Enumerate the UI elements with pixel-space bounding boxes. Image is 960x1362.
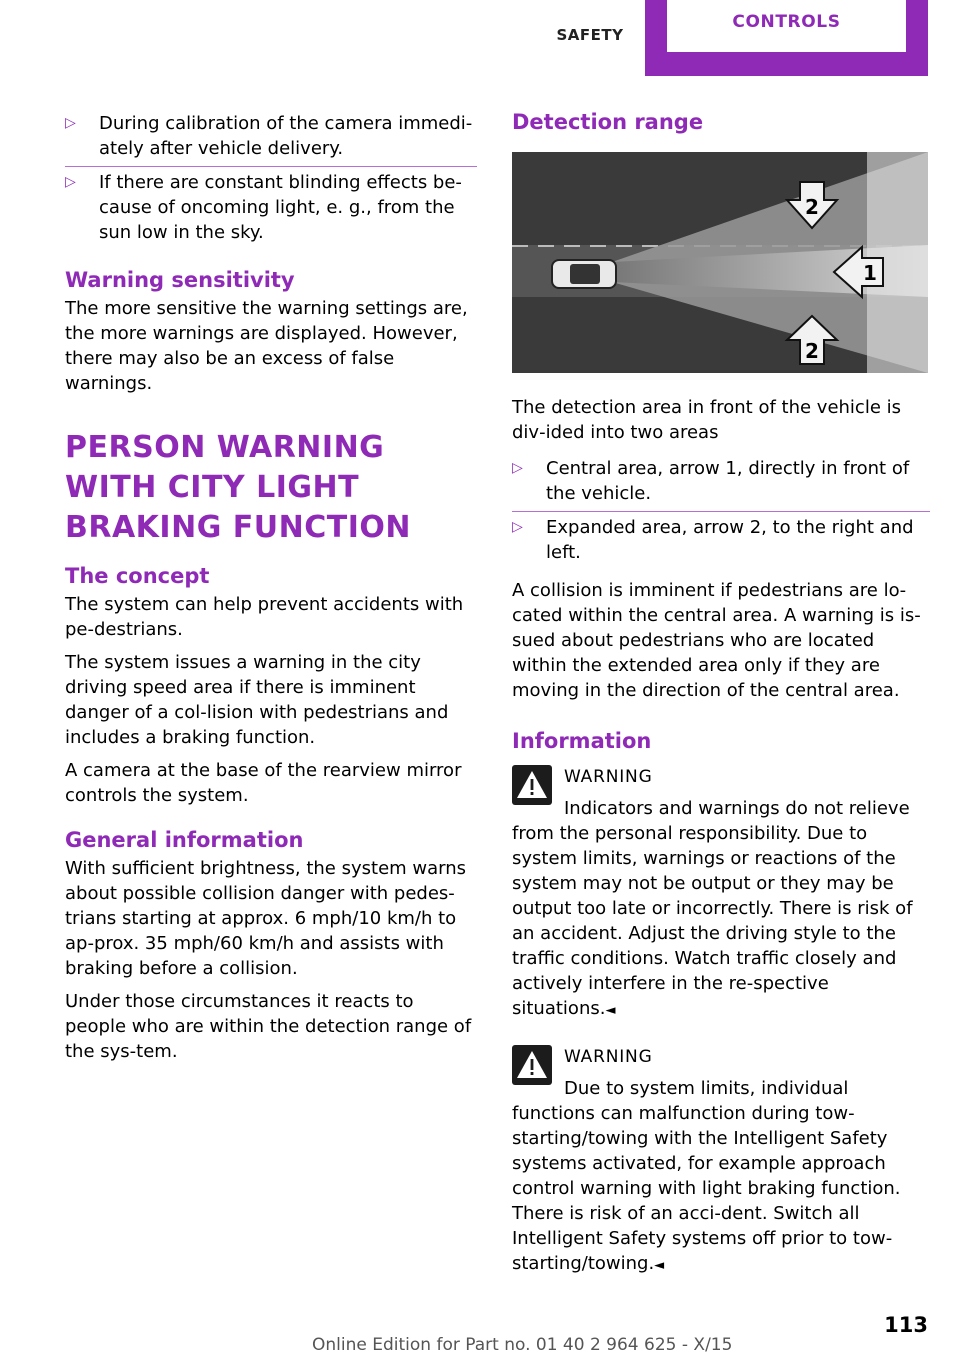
edition-footer: Online Edition for Part no. 01 40 2 964 625 - X/15 [312,1335,733,1355]
svg-text:2: 2 [805,195,819,219]
svg-text:1: 1 [863,261,877,285]
warning-sensitivity-text: The more sensitive the warning settings are, the more warnings are displayed. However, there may also be an excess of false warnings. [65,298,468,394]
triangle-bullet-icon: ▷ [65,174,76,190]
list-item-text: During calibration of the camera immedi‐ately after vehicle delivery. [99,113,473,159]
general-paragraph: With sufficient brightness, the system warns about possible collision danger with pedes‐trians starting at approx. 6 mph/10 km/h to ap‐prox. 35 mph/60 km/h and assists with braking before a collision. [65,858,467,979]
warning-block [512,765,930,1023]
section-title: PERSON WARNING WITH CITY LIGHT BRAKING FUNCTION [65,430,411,545]
car-icon [552,260,616,288]
right-column [512,108,930,1286]
left-column [65,108,477,1072]
concept-heading: The concept [65,564,210,588]
information-heading: Information [512,729,652,753]
concept-paragraph: The system issues a warning in the city driving speed area if there is imminent danger of a col‐lision with pedestrians and includes a braking function. [65,652,449,748]
detection-list [512,453,930,570]
list-item [65,108,477,167]
warning-block [512,1045,930,1278]
triangle-bullet-icon: ▷ [512,519,523,535]
list-item [512,453,930,512]
concept-paragraph: A camera at the base of the rearview mirror controls the system. [65,760,462,806]
triangle-bullet-icon: ▷ [65,115,76,131]
detection-intro: The detection area in front of the vehicle is div‐ided into two areas [512,397,902,443]
warning-sensitivity-heading: Warning sensitivity [65,268,295,292]
tab-controls[interactable] [645,0,928,76]
end-mark: ◄ [605,1003,616,1018]
tab-controls-label: CONTROLS [667,0,906,52]
warning-heading: WARNING [564,1047,653,1067]
detection-range-heading: Detection range [512,110,704,134]
list-item-text: If there are constant blinding effects be‐cause of oncoming light, e. g., from the sun low in the sky. [99,172,462,243]
svg-text:2: 2 [805,339,819,363]
warning-text: Indicators and warnings do not relieve from the personal responsibility. Due to system limits, warnings or reactions of the system may not be output or they may be output too late or incorrectly. There is risk of an accident. Adjust the driving style to the traffic conditions. Watch traffic closely and actively interfere in the re‐spective situations.◄ [512,798,913,1019]
general-information-heading: General information [65,828,304,852]
warning-icon [512,1045,552,1085]
list-item-text: Central area, arrow 1, directly in front of the vehicle. [546,458,910,504]
detection-range-illustration [512,152,928,373]
list-item [512,512,930,570]
end-mark: ◄ [654,1258,665,1273]
warning-text: Due to system limits, individual functions can malfunction during tow-starting/towing with the Intelligent Safety systems activated, for example approach control warning with light braking function. There is risk of an acci‐dent. Switch all Intelligent Safety systems off prior to tow-starting/towing.◄ [512,1078,901,1274]
warning-icon [512,765,552,805]
chapter-tabs [535,0,928,76]
triangle-bullet-icon: ▷ [512,460,523,476]
list-item [65,167,477,250]
concept-paragraph: The system can help prevent accidents with pe‐destrians. [65,594,464,640]
general-paragraph: Under those circumstances it reacts to people who are within the detection range of the sys‐tem. [65,991,472,1062]
page-number: 113 [884,1313,928,1337]
list-item-text: Expanded area, arrow 2, to the right and left. [546,517,914,563]
detection-paragraph: A collision is imminent if pedestrians are lo‐cated within the central area. A warning is is‐sued about pedestrians who are located within the extended area only if they are moving in the direction of the central area. [512,580,921,701]
warning-heading: WARNING [564,767,653,787]
calibration-list [65,108,477,250]
tab-safety[interactable]: SAFETY [556,26,624,44]
